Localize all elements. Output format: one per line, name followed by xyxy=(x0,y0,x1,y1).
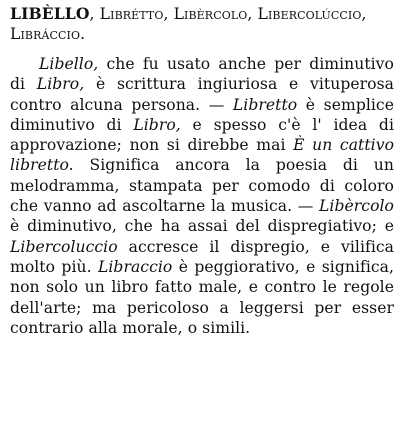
term-libretto: Libretto xyxy=(232,95,298,114)
headword-libraccio: Libráccio xyxy=(10,24,81,43)
example-phrase: È un cattivo libretto. xyxy=(10,136,395,175)
term-libraccio: Libraccio xyxy=(97,257,173,276)
definition-text: e spesso c'è l' idea di approvazione; non si direbbe mai xyxy=(10,115,394,155)
definition-text: accresce il dispregio, e vilifica molto più. xyxy=(10,237,394,276)
definition-text: è semplice diminutivo di xyxy=(10,95,394,134)
entry-heading xyxy=(10,4,394,44)
definition-text: è diminutivo, che ha assai del dispregiativo; e xyxy=(10,217,394,236)
definition-text: è peggiorativo, e significa, non solo un libro fatto male, e contro le regole dell'arte; ma pericoloso a leggersi per esser contrario alla morale, o simili. xyxy=(10,257,394,337)
heading-separator: , xyxy=(361,5,367,23)
term-libercoluccio: Libercoluccio xyxy=(10,237,118,256)
term-libercolo: Libèrcolo xyxy=(319,197,394,216)
heading-terminal-period: . xyxy=(80,24,86,43)
entry-definition xyxy=(10,54,394,338)
heading-separator: , xyxy=(247,5,258,23)
term-libello: Libello, xyxy=(39,55,99,73)
headword-libercolo: Libèrcolo xyxy=(173,5,248,23)
heading-separator: , xyxy=(89,5,100,23)
definition-text: che fu usato anche per diminutivo di xyxy=(10,55,394,94)
definition-text: Significa ancora la poesia di un melodramma, stampata per comodo di coloro che vanno ad ascoltarne la musica. — xyxy=(10,156,394,216)
headword-libretto: Librétto xyxy=(99,5,164,23)
definition-text: è scrittura ingiuriosa e vituperosa contro alcuna persona. — xyxy=(10,75,394,114)
heading-separator: , xyxy=(163,5,174,23)
term-libro: Libro, xyxy=(133,115,181,134)
headword-libercoluccio: Libercolúccio xyxy=(257,5,362,23)
headword-libello: LIBÈLLO xyxy=(10,4,90,23)
term-libro: Libro, xyxy=(36,75,85,94)
